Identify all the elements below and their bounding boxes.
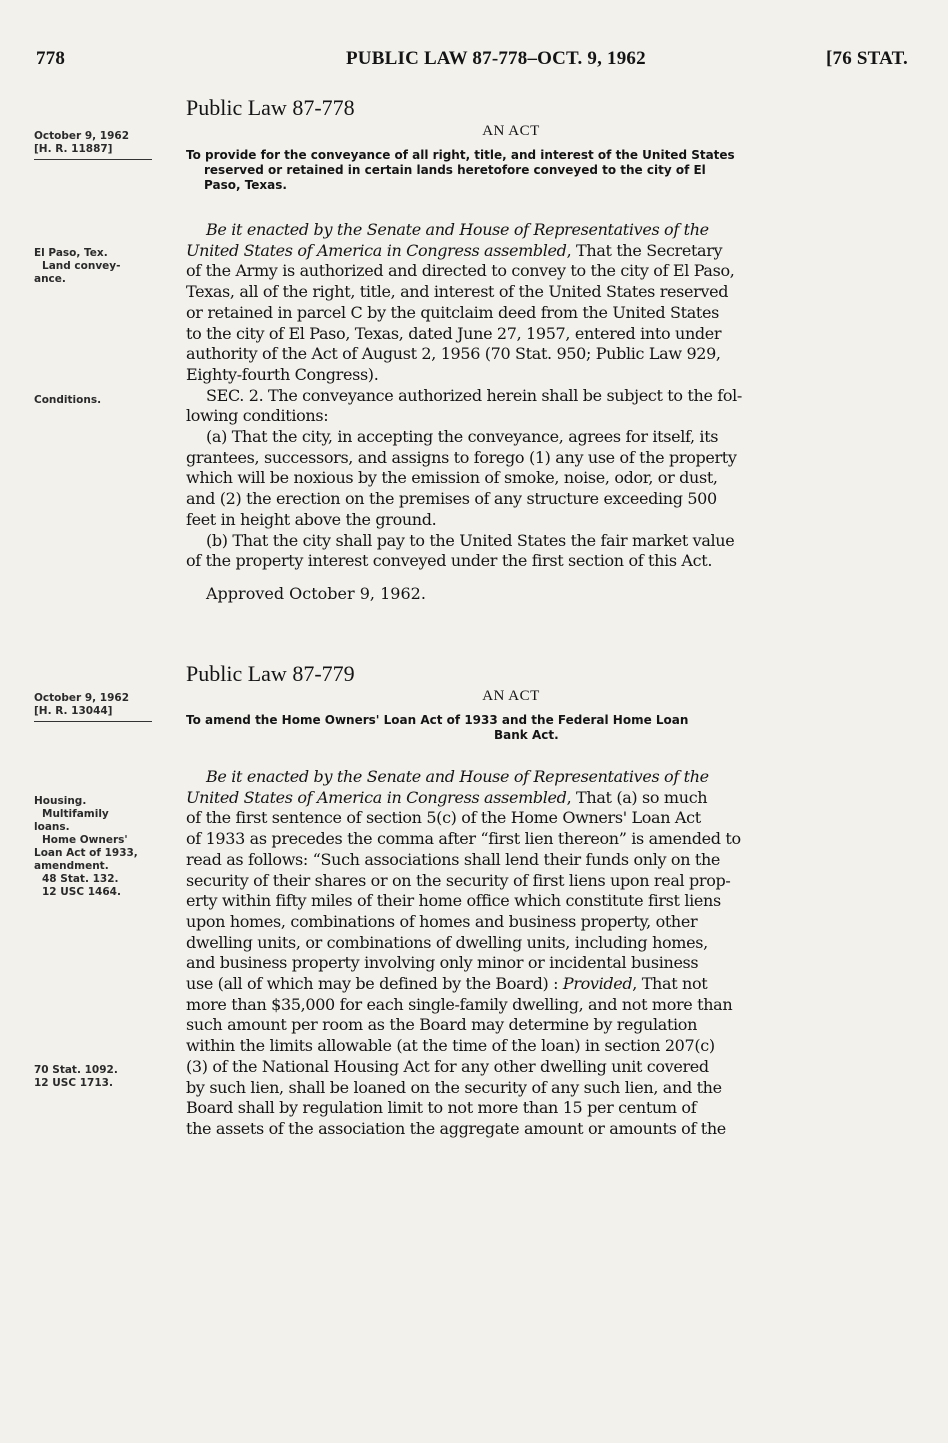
body-line: Texas, all of the right, title, and interest of the United States reserved xyxy=(186,282,729,302)
margin-note: ance. xyxy=(34,273,66,285)
purpose-line: Bank Act. xyxy=(494,728,559,742)
body-line: read as follows: “Such associations shall lend their funds only on the xyxy=(186,849,721,869)
margin-note: 70 Stat. 1092. xyxy=(34,1064,118,1076)
body-line: such amount per room as the Board may determine by regulation xyxy=(186,1015,698,1035)
body-line: grantees, successors, and assigns to forego (1) any use of the property xyxy=(186,447,737,467)
body-line: security of their shares or on the security of first liens upon real prop- xyxy=(186,870,731,890)
law-1-body xyxy=(186,220,841,572)
law-1-date: October 9, 1962 xyxy=(34,130,130,142)
body-line: within the limits allowable (at the time of the loan) in section 207(c) xyxy=(186,1036,715,1056)
law-1-title: Public Law 87-778 xyxy=(186,95,355,120)
margin-note: Loan Act of 1933, xyxy=(34,847,138,859)
margin-note: 12 USC 1464. xyxy=(42,886,121,898)
law-2-title: Public Law 87-779 xyxy=(186,661,355,686)
condition-b-line: (b) That the city shall pay to the United States the fair market value xyxy=(206,530,735,550)
law-1-date-block xyxy=(34,130,162,160)
body-line: and (2) the erection on the premises of any structure exceeding 500 xyxy=(186,489,717,509)
body-line: of 1933 as precedes the comma after “first lien thereon” is amended to xyxy=(186,829,741,849)
enacting-clause: Be it enacted by the Senate and House of Representatives of the xyxy=(206,767,709,786)
page-number: 778 xyxy=(36,48,66,69)
body-line: erty within fifty miles of their home office which constitute first liens xyxy=(186,891,721,911)
margin-note: loans. xyxy=(34,821,70,833)
law-2-margin-references xyxy=(34,1064,162,1090)
law-2-margin-housing xyxy=(34,795,162,899)
margin-note: Conditions. xyxy=(34,394,102,406)
law-1-margin-conditions xyxy=(34,394,162,407)
body-line: United States of America in Congress assembled, That the Secretary xyxy=(186,240,723,260)
body-line: by such lien, shall be loaned on the security of any such lien, and the xyxy=(186,1077,722,1097)
purpose-line: reserved or retained in certain lands heretofore conveyed to the city of El xyxy=(204,163,706,177)
body-line: upon homes, combinations of homes and business property, other xyxy=(186,911,698,931)
running-head xyxy=(36,48,908,76)
law-1-act-heading: AN ACT xyxy=(482,123,540,139)
margin-note: El Paso, Tex. xyxy=(34,247,108,259)
enacting-clause-line xyxy=(186,220,841,241)
law-2-date: October 9, 1962 xyxy=(34,692,130,704)
body-line: more than $35,000 for each single-family dwelling, and not more than xyxy=(186,994,733,1014)
margin-note: Home Owners' xyxy=(42,834,128,846)
margin-note: 12 USC 1713. xyxy=(34,1077,113,1089)
margin-note: Multifamily xyxy=(42,808,109,820)
enacting-clause-line xyxy=(186,767,841,788)
body-line: feet in height above the ground. xyxy=(186,509,437,529)
law-2-date-block xyxy=(34,692,162,722)
body-line: which will be noxious by the emission of smoke, noise, odor, or dust, xyxy=(186,468,718,488)
law-1-purpose xyxy=(186,148,838,193)
law-2-purpose xyxy=(186,713,838,743)
law-1-bill-number: [H. R. 11887] xyxy=(34,143,113,155)
body-line: or retained in parcel C by the quitclaim deed from the United States xyxy=(186,302,719,322)
body-line: of the Army is authorized and directed to convey to the city of El Paso, xyxy=(186,261,735,281)
enacting-clause: Be it enacted by the Senate and House of Representatives of the xyxy=(206,220,709,239)
section-2-line: SEC. 2. The conveyance authorized herein shall be subject to the fol- xyxy=(206,385,742,405)
body-line: of the property interest conveyed under the first section of this Act. xyxy=(186,551,713,571)
body-line: Eighty-fourth Congress). xyxy=(186,364,379,384)
purpose-line: Paso, Texas. xyxy=(204,178,287,192)
body-line: dwelling units, or combinations of dwelling units, including homes, xyxy=(186,932,708,952)
law-2-act-heading: AN ACT xyxy=(482,688,540,704)
body-line: use (all of which may be defined by the Board) : Provided, That not xyxy=(186,974,708,994)
purpose-line: To amend the Home Owners' Loan Act of 1933 and the Federal Home Loan xyxy=(186,713,689,727)
body-line: and business property involving only minor or incidental business xyxy=(186,953,699,973)
margin-note: amendment. xyxy=(34,860,109,872)
margin-note: Land convey- xyxy=(42,260,121,272)
volume-reference: [76 STAT. xyxy=(825,48,908,69)
law-1-approved: Approved October 9, 1962. xyxy=(206,584,426,603)
law-2-bill-number: [H. R. 13044] xyxy=(34,705,113,717)
body-line: to the city of El Paso, Texas, dated June 27, 1957, entered into under xyxy=(186,323,722,343)
body-line: authority of the Act of August 2, 1956 (70 Stat. 950; Public Law 929, xyxy=(186,344,721,364)
body-line: Board shall by regulation limit to not more than 15 per centum of xyxy=(186,1098,697,1118)
law-2-body xyxy=(186,767,841,1140)
body-line: (3) of the National Housing Act for any other dwelling unit covered xyxy=(186,1056,709,1076)
condition-a-line: (a) That the city, in accepting the conveyance, agrees for itself, its xyxy=(206,427,719,447)
body-line: United States of America in Congress assembled, That (a) so much xyxy=(186,787,708,807)
body-line: the assets of the association the aggregate amount or amounts of the xyxy=(186,1118,726,1138)
body-line: of the first sentence of section 5(c) of the Home Owners' Loan Act xyxy=(186,808,701,828)
margin-note: Housing. xyxy=(34,795,87,807)
law-2-margin-rule xyxy=(34,721,152,722)
law-1-margin-location xyxy=(34,247,162,286)
running-head-title: PUBLIC LAW 87-778–OCT. 9, 1962 xyxy=(346,48,646,69)
purpose-line: To provide for the conveyance of all right, title, and interest of the United States xyxy=(186,148,735,162)
body-line: lowing conditions: xyxy=(186,406,329,426)
law-1-margin-rule xyxy=(34,159,152,160)
margin-note: 48 Stat. 132. xyxy=(42,873,119,885)
